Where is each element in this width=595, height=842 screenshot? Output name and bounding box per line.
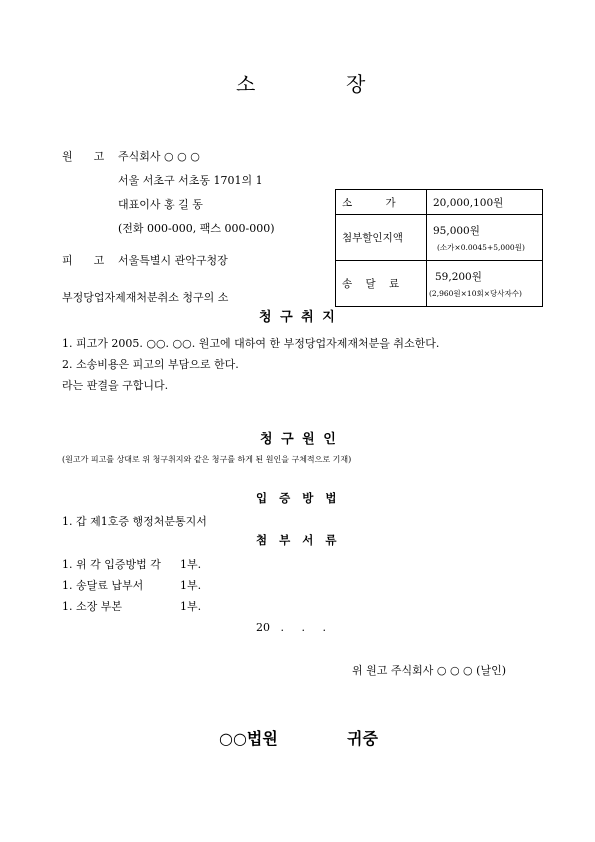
claim-purpose-line-3: 라는 판결을 구합니다. — [62, 379, 169, 392]
fee-row-amount — [336, 190, 543, 215]
fee-note-stamp: (소가×0.0045+5,000원) — [437, 242, 525, 252]
evidence-heading: 입 증 방 법 — [256, 491, 341, 505]
defendant-label-2: 고 — [93, 254, 105, 267]
attachment-item-2: 1. 송달료 납부서 — [62, 579, 144, 592]
fee-value-stamp — [427, 215, 543, 261]
claim-purpose-line-2: 2. 소송비용은 피고의 부담으로 한다. — [62, 358, 239, 371]
attachments-heading: 첨 부 서 류 — [256, 533, 341, 547]
fee-label-service: 송 달 료 — [336, 261, 427, 307]
fee-label-amount: 소 가 — [336, 190, 427, 215]
fee-value-service — [427, 261, 543, 307]
claim-purpose-heading: 청 구 취 지 — [259, 310, 337, 325]
fee-value-amount-text: 20,000,100원 — [433, 196, 504, 209]
title-char-1: 소 — [236, 72, 256, 96]
fee-row-stamp — [336, 215, 543, 261]
fee-value-service-text: 59,200원 — [435, 270, 482, 283]
attachment-count-2: 1부. — [180, 579, 202, 592]
plaintiff-label-2: 고 — [93, 150, 105, 163]
attachment-count-1: 1부. — [180, 558, 202, 571]
defendant-label-1: 피 — [62, 254, 73, 267]
title-char-2: 장 — [346, 72, 366, 96]
defendant-name: 서울특별시 관악구청장 — [118, 254, 228, 267]
plaintiff-label — [62, 148, 104, 164]
defendant-label — [62, 252, 104, 268]
claim-cause-heading: 청 구 원 인 — [260, 432, 338, 447]
plaintiff-address: 서울 서초구 서초동 1701의 1 — [118, 174, 263, 187]
fee-label-stamp: 첨부할인지액 — [336, 215, 427, 261]
evidence-item-1: 1. 갑 제1호증 행정처분통지서 — [62, 515, 207, 528]
plaintiff-representative: 대표이사 홍 길 동 — [118, 198, 203, 211]
attachment-item-3: 1. 소장 부본 — [62, 600, 122, 613]
plaintiff-signature: 위 원고 주식회사 ○ ○ ○ (날인) — [352, 664, 506, 677]
case-name: 부정당업자제재처분취소 청구의 소 — [62, 291, 229, 304]
filing-date: 20 . . . — [256, 621, 326, 634]
fee-value-stamp-text: 95,000원 — [433, 224, 480, 237]
fee-value-amount — [427, 190, 543, 215]
plaintiff-name: 주식회사 ○ ○ ○ — [118, 150, 200, 163]
fee-table — [335, 189, 543, 307]
claim-purpose-line-1: 1. 피고가 2005. ○○. ○○. 원고에 대하여 한 부정당업자제재처분을 취소한다. — [62, 337, 440, 350]
attachment-count-3: 1부. — [180, 600, 202, 613]
attachment-item-1: 1. 위 각 입증방법 각 — [62, 558, 161, 571]
fee-note-service: (2,960원×10회×당사자수) — [429, 288, 522, 298]
plaintiff-label-1: 원 — [62, 150, 73, 163]
court-suffix: 귀중 — [347, 729, 378, 748]
court-name: ○○법원 — [219, 729, 278, 748]
fee-row-service — [336, 261, 543, 307]
plaintiff-contact: (전화 000-000, 팩스 000-000) — [118, 222, 275, 235]
claim-cause-note: (원고가 피고를 상대로 위 청구취지와 같은 청구를 하게 된 원인을 구체적으로 기재) — [62, 455, 352, 464]
